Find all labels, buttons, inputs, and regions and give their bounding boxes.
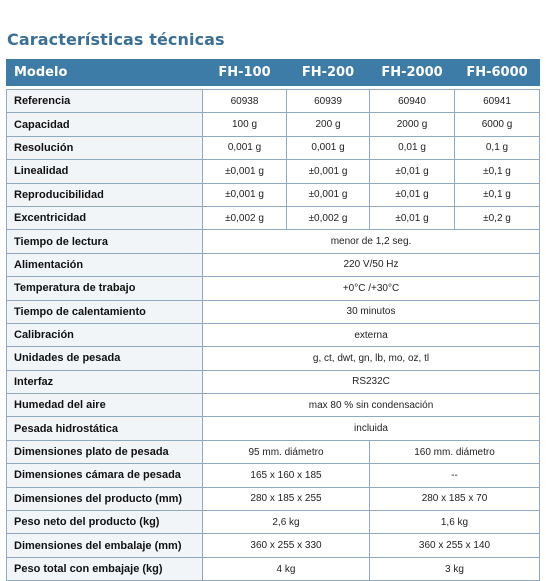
table-cell: 165 x 160 x 185 [203, 464, 370, 487]
table-row [7, 253, 540, 276]
table-cell: 2000 g [370, 113, 455, 136]
table-cell: 2,6 kg [203, 511, 370, 534]
table-cell: 200 g [287, 113, 370, 136]
row-label: Dimensiones cámara de pesada [7, 464, 203, 487]
row-label: Pesada hidrostática [7, 417, 203, 440]
table-row [7, 90, 540, 113]
table-cell: ±0,002 g [287, 206, 370, 229]
table-header-row [7, 60, 540, 86]
row-label: Unidades de pesada [7, 347, 203, 370]
table-row [7, 417, 540, 440]
row-label: Dimensiones del producto (mm) [7, 487, 203, 510]
table-row [7, 394, 540, 417]
table-cell: 220 V/50 Hz [203, 253, 540, 276]
table-cell: 280 x 185 x 255 [203, 487, 370, 510]
table-cell: ±0,1 g [455, 183, 540, 206]
table-cell: 6000 g [455, 113, 540, 136]
row-label: Humedad del aire [7, 394, 203, 417]
table-cell: 0,1 g [455, 136, 540, 159]
row-label: Referencia [7, 90, 203, 113]
table-cell: menor de 1,2 seg. [203, 230, 540, 253]
table-cell: 280 x 185 x 70 [370, 487, 540, 510]
row-label: Peso neto del producto (kg) [7, 511, 203, 534]
row-label: Resolución [7, 136, 203, 159]
row-label: Tiempo de calentamiento [7, 300, 203, 323]
table-cell: 0,01 g [370, 136, 455, 159]
table-cell: 160 mm. diámetro [370, 440, 540, 463]
row-label: Linealidad [7, 160, 203, 183]
header-label: Modelo [7, 60, 203, 86]
table-cell: +0°C /+30°C [203, 277, 540, 300]
table-row [7, 206, 540, 229]
row-label: Dimensiones plato de pesada [7, 440, 203, 463]
table-cell: ±0,001 g [287, 160, 370, 183]
table-cell: 3 kg [370, 557, 540, 580]
table-row [7, 557, 540, 580]
model-header: FH-200 [287, 60, 370, 86]
table-cell: RS232C [203, 370, 540, 393]
table-cell: 360 x 255 x 140 [370, 534, 540, 557]
table-row [7, 370, 540, 393]
table-row [7, 487, 540, 510]
table-cell: 60940 [370, 90, 455, 113]
table-row [7, 534, 540, 557]
table-cell: -- [370, 464, 540, 487]
table-cell: ±0,01 g [370, 206, 455, 229]
table-row [7, 230, 540, 253]
table-row [7, 347, 540, 370]
table-cell: 95 mm. diámetro [203, 440, 370, 463]
table-cell: ±0,002 g [203, 206, 287, 229]
row-label: Peso total con embajaje (kg) [7, 557, 203, 580]
row-label: Alimentación [7, 253, 203, 276]
table-cell: 360 x 255 x 330 [203, 534, 370, 557]
table-cell: ±0,01 g [370, 160, 455, 183]
table-row [7, 277, 540, 300]
table-cell: 60939 [287, 90, 370, 113]
table-row [7, 511, 540, 534]
row-label: Reproducibilidad [7, 183, 203, 206]
table-cell: ±0,001 g [287, 183, 370, 206]
table-cell: 30 minutos [203, 300, 540, 323]
row-label: Capacidad [7, 113, 203, 136]
row-label: Excentricidad [7, 206, 203, 229]
row-label: Temperatura de trabajo [7, 277, 203, 300]
table-row [7, 113, 540, 136]
table-row [7, 323, 540, 346]
row-label: Calibración [7, 323, 203, 346]
table-cell: ±0,2 g [455, 206, 540, 229]
table-cell: 100 g [203, 113, 287, 136]
table-row [7, 160, 540, 183]
table-cell: 60941 [455, 90, 540, 113]
table-row [7, 300, 540, 323]
table-cell: 0,001 g [203, 136, 287, 159]
table-row [7, 136, 540, 159]
table-cell: 0,001 g [287, 136, 370, 159]
table-cell: incluida [203, 417, 540, 440]
table-cell: ±0,001 g [203, 183, 287, 206]
table-row [7, 440, 540, 463]
table-cell: ±0,01 g [370, 183, 455, 206]
row-label: Interfaz [7, 370, 203, 393]
table-cell: ±0,001 g [203, 160, 287, 183]
table-cell: 1,6 kg [370, 511, 540, 534]
model-header: FH-100 [203, 60, 287, 86]
table-row [7, 183, 540, 206]
row-label: Tiempo de lectura [7, 230, 203, 253]
table-row [7, 464, 540, 487]
table-cell: 4 kg [203, 557, 370, 580]
model-header: FH-2000 [370, 60, 455, 86]
specifications-table [6, 59, 540, 581]
table-cell: ±0,1 g [455, 160, 540, 183]
table-cell: max 80 % sin condensación [203, 394, 540, 417]
table-cell: g, ct, dwt, gn, lb, mo, oz, tl [203, 347, 540, 370]
row-label: Dimensiones del embalaje (mm) [7, 534, 203, 557]
table-cell: 60938 [203, 90, 287, 113]
table-cell: externa [203, 323, 540, 346]
model-header: FH-6000 [455, 60, 540, 86]
section-title: Características técnicas [7, 30, 225, 49]
